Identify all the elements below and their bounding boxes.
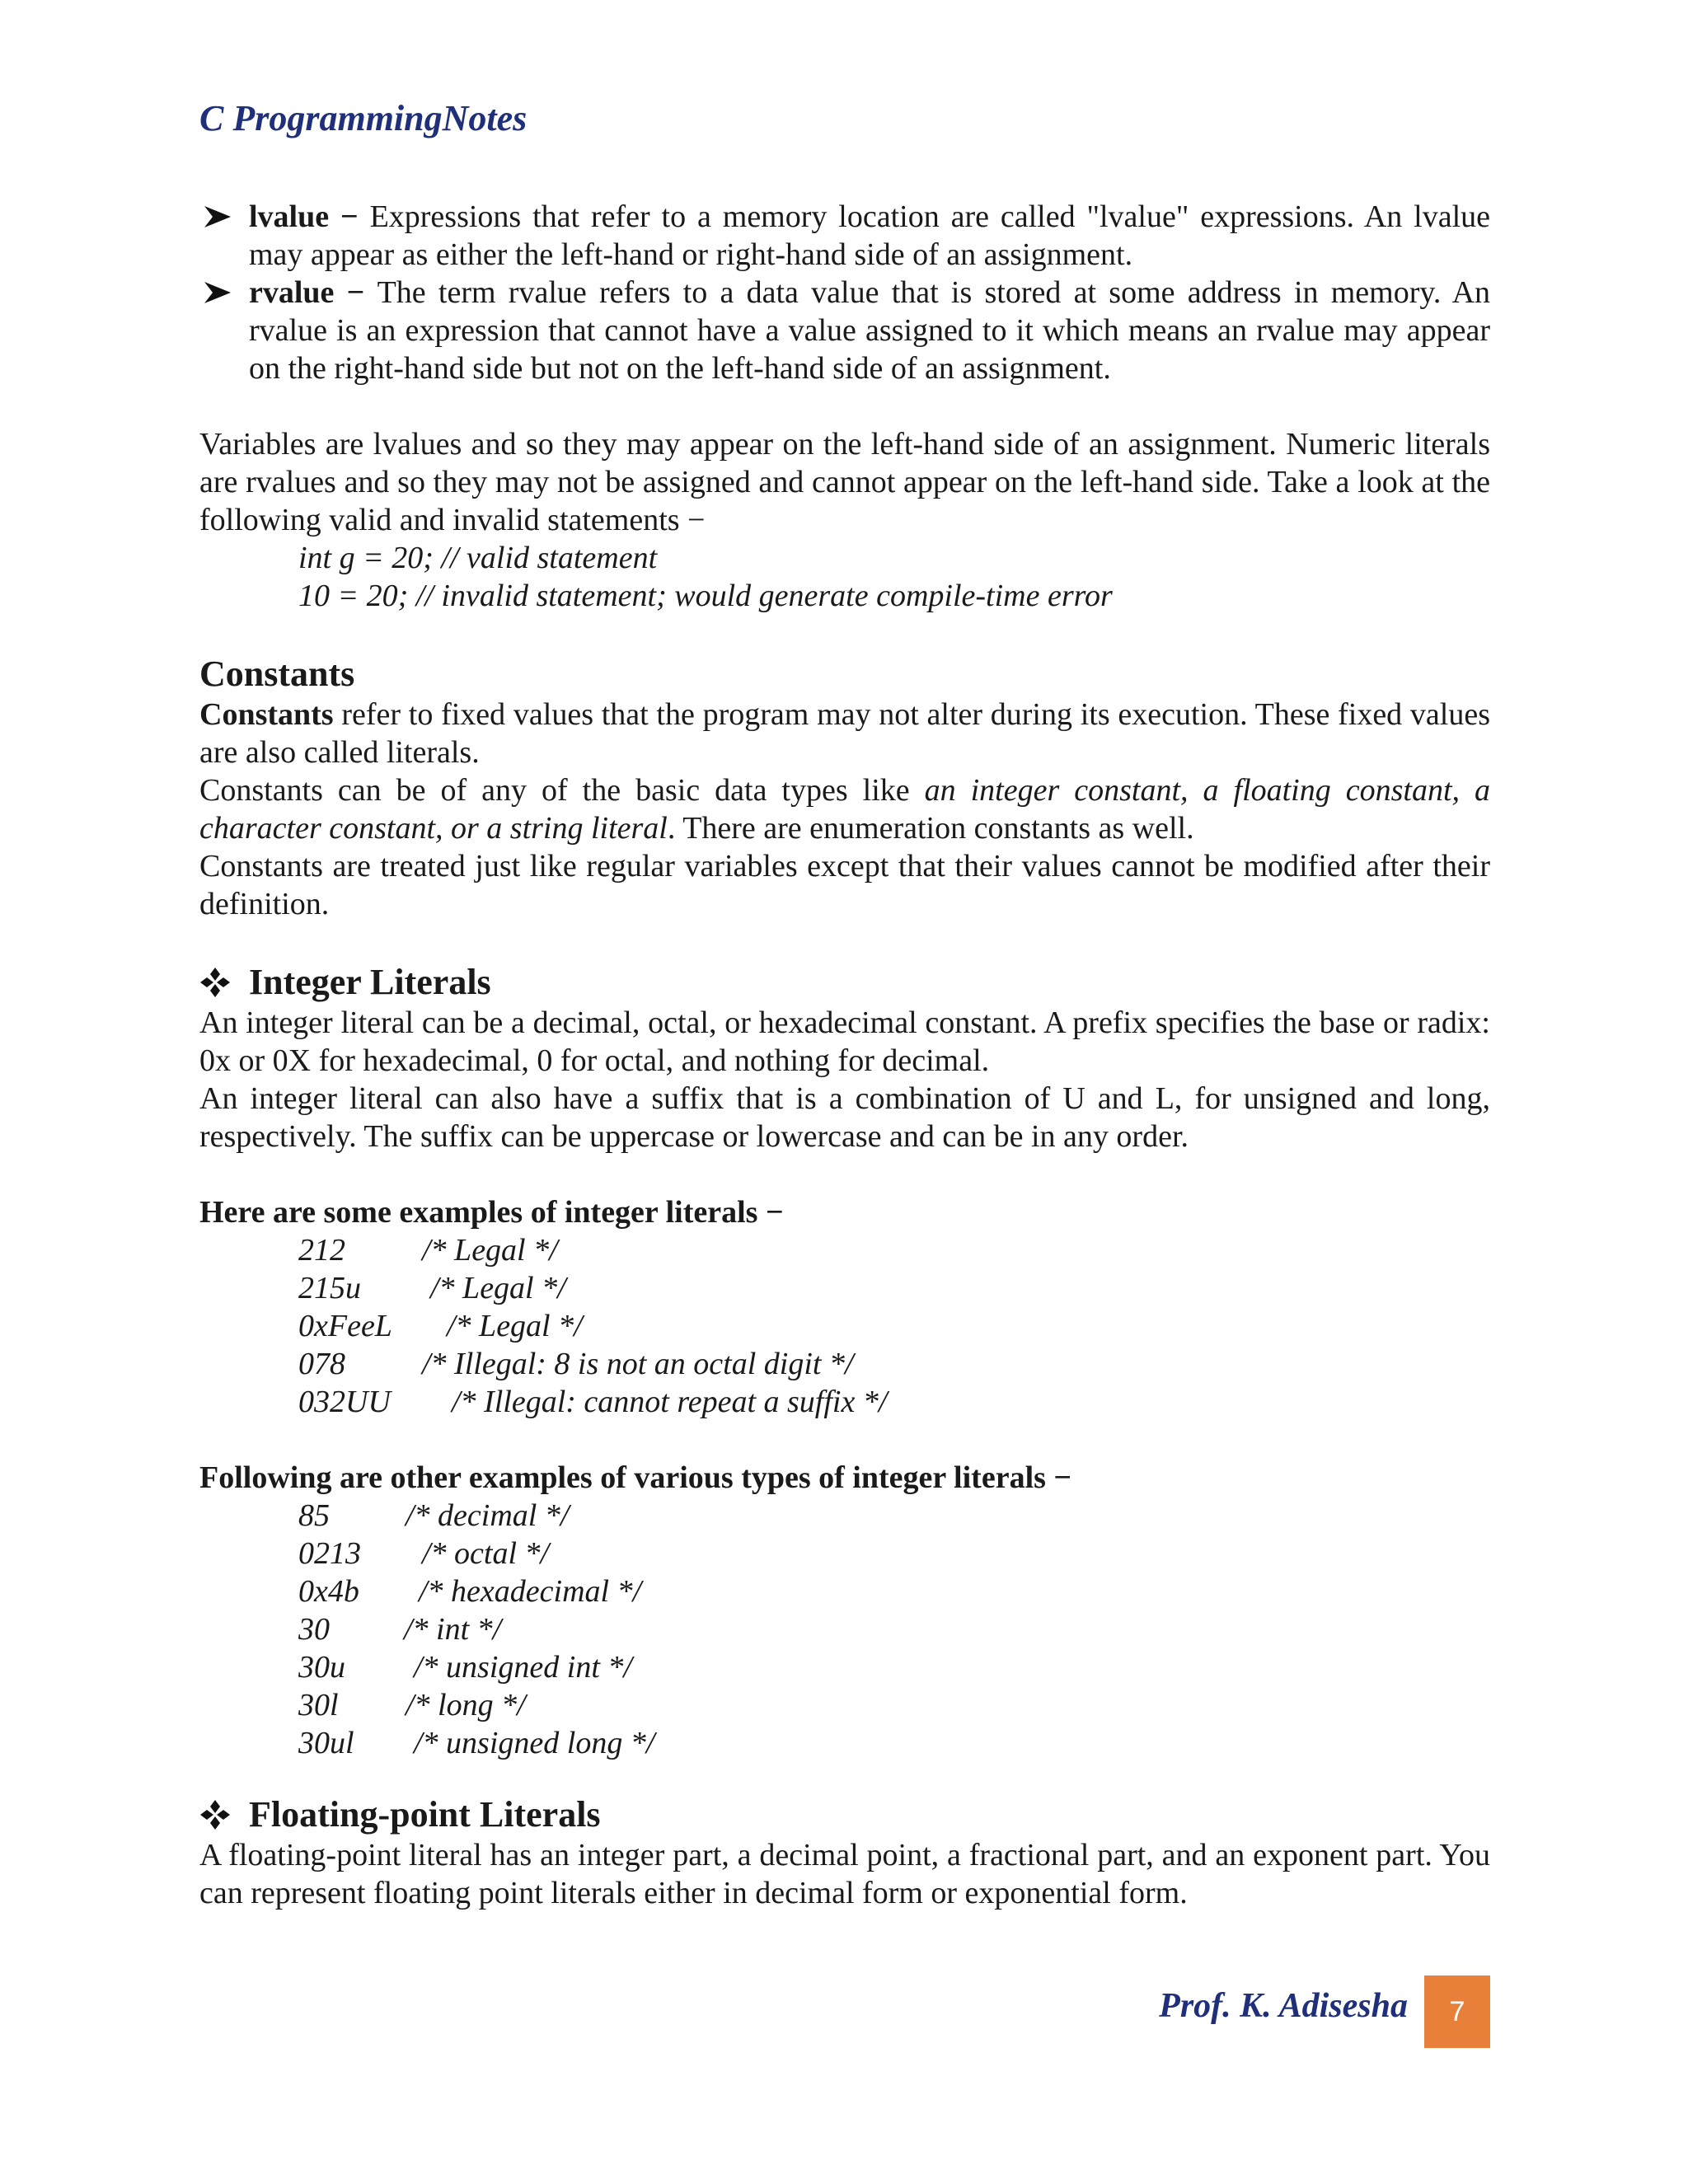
definition-text: The term rvalue refers to a data value that is stored at some address in memory. An rvalue is an expression that cannot have a value assigned to it which means an rvalue may appear on the right-hand side but not on the left-hand side of an assignment.: [249, 275, 1491, 386]
code-example: [199, 1497, 1490, 1535]
definition-list: [199, 198, 1490, 387]
constants-bold-term: Constants: [199, 697, 334, 732]
code-example: [199, 1724, 1490, 1762]
literal-comment: /* int */: [404, 1612, 502, 1647]
literal-value: 30: [298, 1612, 330, 1647]
footer-author: Prof. K. Adisesha: [1159, 1987, 1408, 2025]
four-diamond-icon: [199, 1799, 231, 1830]
other-examples-list: [199, 1497, 1490, 1762]
literal-value: 0xFeeL: [298, 1309, 392, 1343]
floating-literals-paragraph: A floating-point literal has an integer part, a decimal point, a fractional part, and an exponent part. You can represent floating point literals either in decimal form or exponential form.: [199, 1838, 1490, 1910]
term-rvalue: rvalue: [249, 275, 335, 310]
arrowhead-icon: [201, 274, 234, 312]
literal-comment: /* Legal */: [422, 1233, 558, 1268]
code-example: [199, 1345, 1490, 1383]
code-example: [199, 1231, 1490, 1269]
literal-value: 032UU: [298, 1385, 391, 1419]
other-examples-heading: Following are other examples of various types of integer literals −: [199, 1460, 1072, 1495]
code-example: [199, 1572, 1490, 1610]
literal-comment: /* decimal */: [406, 1498, 570, 1533]
literal-value: 30u: [298, 1650, 345, 1685]
literal-value: 215u: [298, 1271, 361, 1305]
code-example: [199, 1383, 1490, 1421]
page-number-badge: 7: [1424, 1975, 1490, 2048]
literal-value: 078: [298, 1347, 345, 1381]
literal-value: 0213: [298, 1536, 361, 1571]
main-content: [199, 198, 1490, 1912]
examples-list: [199, 1231, 1490, 1421]
code-example: [199, 1648, 1490, 1686]
literal-comment: /* Legal */: [430, 1271, 566, 1305]
integer-literals-paragraph: An integer literal can be a decimal, octal, or hexadecimal constant. A prefix specifies the base or radix: 0x or 0X for hexadecimal, 0 for octal, and nothing for decimal.: [199, 1005, 1490, 1078]
literal-comment: /* unsigned long */: [414, 1726, 655, 1760]
literal-comment: /* Illegal: cannot repeat a suffix */: [452, 1385, 888, 1419]
literal-comment: /* Legal */: [447, 1309, 583, 1343]
code-example: [199, 1535, 1490, 1572]
four-diamond-icon: [199, 967, 231, 998]
code-statement-valid: int g = 20; // valid statement: [298, 541, 658, 575]
constants-heading: Constants: [199, 654, 355, 694]
literal-comment: /* long */: [406, 1688, 526, 1722]
term-dash: −: [329, 199, 370, 234]
code-example: [199, 1307, 1490, 1345]
constants-types-text: Constants can be of any of the basic data types like: [199, 773, 925, 808]
literal-value: 30ul: [298, 1726, 354, 1760]
constants-types-italic: an integer constant, a floating constant, a character constant, or a string literal: [199, 773, 1491, 846]
arrowhead-icon: [201, 198, 234, 236]
literal-value: 212: [298, 1233, 345, 1268]
code-statement-invalid: 10 = 20; // invalid statement; would generate compile-time error: [298, 579, 1113, 613]
integer-literals-heading: [199, 961, 1490, 1004]
constants-text: refer to fixed values that the program may not alter during its execution. These fixed values are also called literals.: [199, 697, 1490, 770]
constants-types-end: . There are enumeration constants as well.: [667, 811, 1194, 846]
constants-types-paragraph: [199, 771, 1490, 847]
literal-comment: /* Illegal: 8 is not an octal digit */: [422, 1347, 854, 1381]
literal-value: 30l: [298, 1688, 339, 1722]
integer-suffix-paragraph: An integer literal can also have a suffix that is a combination of U and L, for unsigned and long, respectively. The suffix can be uppercase or lowercase and can be in any order.: [199, 1081, 1490, 1154]
page-header-title: C ProgrammingNotes: [199, 98, 528, 138]
literal-value: 85: [298, 1498, 330, 1533]
literal-comment: /* unsigned int */: [414, 1650, 632, 1685]
definition-text: Expressions that refer to a memory location are called "lvalue" expressions. An lvalue may appear as either the left-hand or right-hand side of an assignment.: [249, 199, 1490, 272]
list-item: [199, 274, 1490, 387]
code-example: [199, 1610, 1490, 1648]
floating-literals-heading: [199, 1793, 1490, 1836]
examples-heading: Here are some examples of integer literals −: [199, 1195, 784, 1230]
list-item: [199, 198, 1490, 274]
literal-comment: /* octal */: [422, 1536, 550, 1571]
heading-text: Integer Literals: [249, 962, 491, 1002]
literal-value: 0x4b: [298, 1574, 359, 1609]
code-example: [199, 1686, 1490, 1724]
term-lvalue: lvalue: [249, 199, 330, 234]
code-example: [199, 1269, 1490, 1307]
term-dash: −: [334, 275, 377, 310]
literal-comment: /* hexadecimal */: [419, 1574, 642, 1609]
heading-text: Floating-point Literals: [249, 1794, 601, 1835]
variables-paragraph: Variables are lvalues and so they may appear on the left-hand side of an assignment. Numeric literals are rvalues and so they may not be assigned and cannot appear on the left-hand side. Take a look at the following valid and invalid statements −: [199, 427, 1490, 537]
constants-definition-paragraph: Constants are treated just like regular variables except that their values cannot be modified after their definition.: [199, 849, 1490, 921]
constants-paragraph: [199, 696, 1490, 771]
